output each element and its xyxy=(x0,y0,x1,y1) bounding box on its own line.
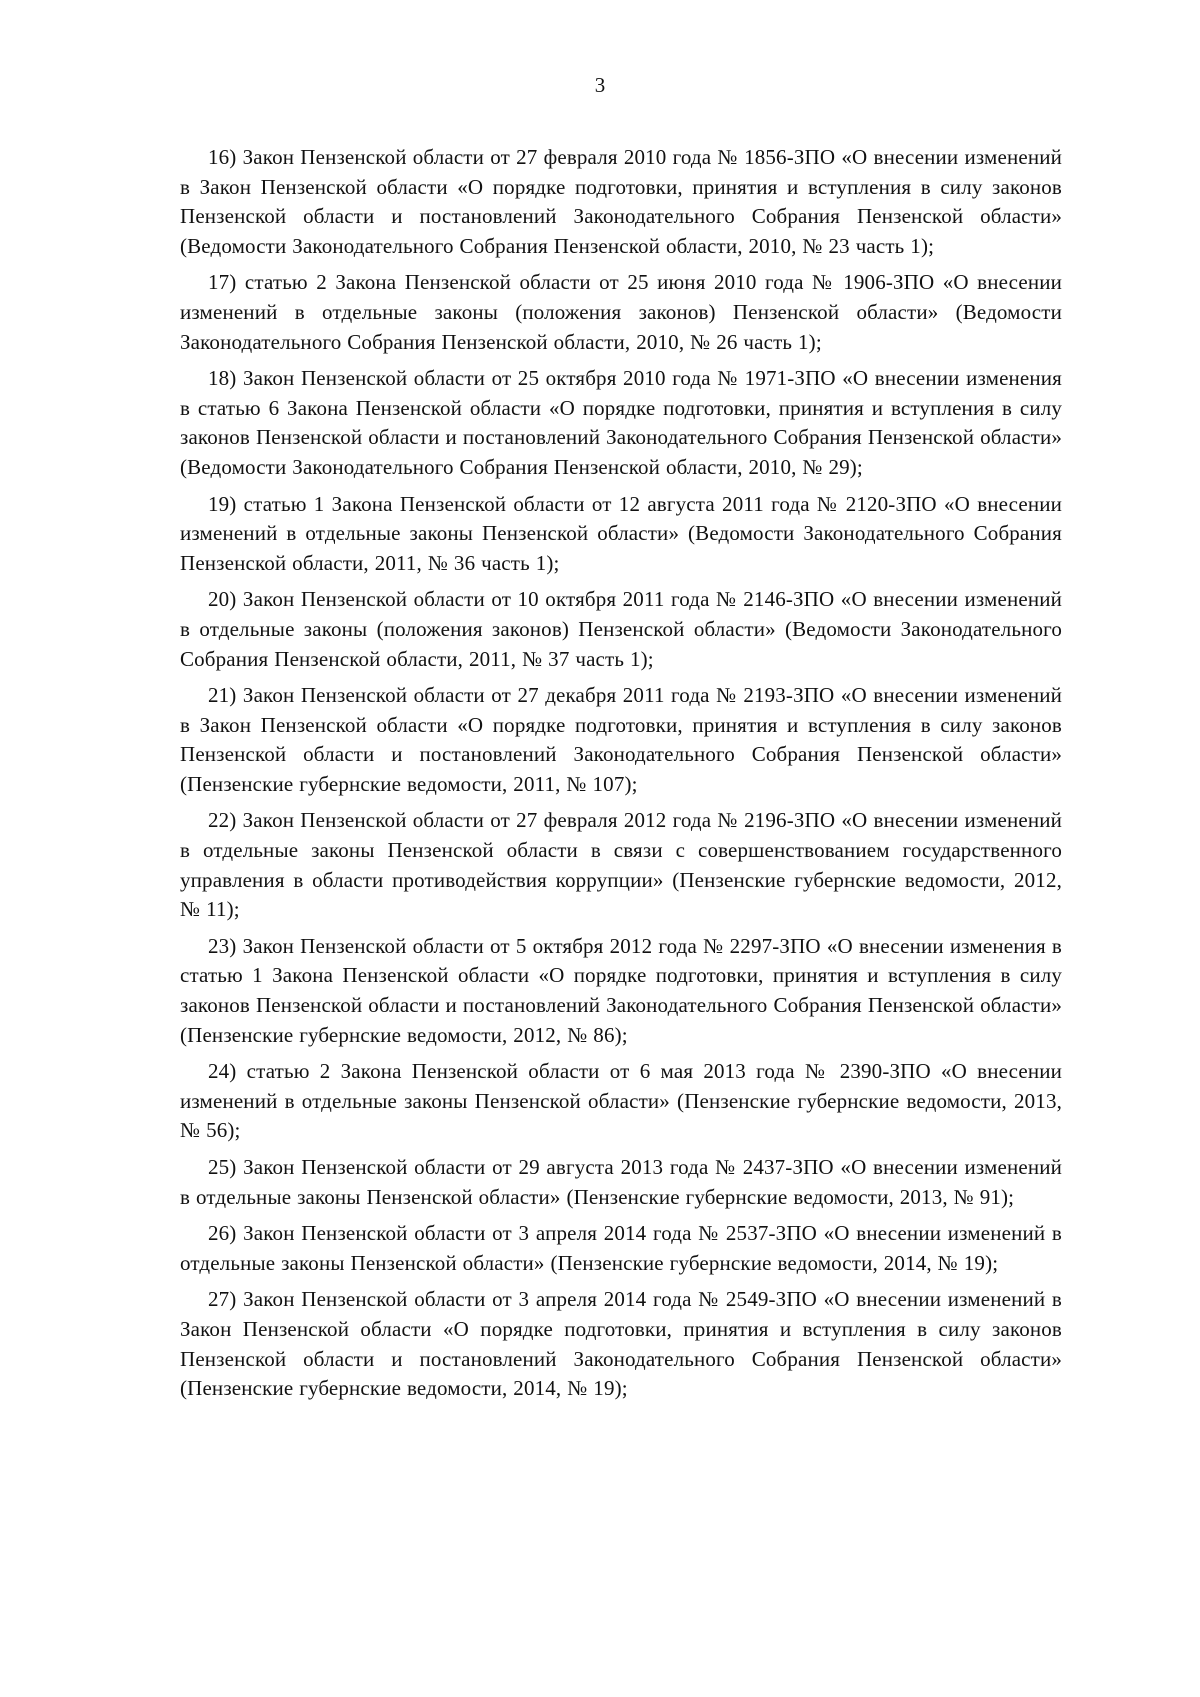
page-number: 3 xyxy=(594,73,606,97)
list-item: 26) Закон Пензенской области от 3 апреля 2014 года № 2537-ЗПО «О внесении изменений в отдельные законы Пензенской области» (Пензенские губернские ведомости, 2014, № 19); xyxy=(180,1221,1062,1275)
list-item: 22) Закон Пензенской области от 27 февраля 2012 года № 2196-ЗПО «О внесении изменений в отдельные законы Пензенской области в связи с совершенствованием государственного управления в области противодействия коррупции» (Пензенские губернские ведомости, 2012, № 11); xyxy=(180,808,1062,922)
list-item: 16) Закон Пензенской области от 27 февраля 2010 года № 1856-ЗПО «О внесении изменений в Закон Пензенской области «О порядке подготовки, принятия и вступления в силу законов Пензенской области и постановлений Законодательного Собрания Пензенской области» (Ведомости Законодательного Собрания Пензенской области, 2010, № 23 часть 1); xyxy=(180,145,1062,258)
list-item: 20) Закон Пензенской области от 10 октября 2011 года № 2146-ЗПО «О внесении изменений в отдельные законы (положения законов) Пензенской области» (Ведомости Законодательного Собрания Пензенской области, 2011, № 37 часть 1); xyxy=(180,587,1062,671)
list-item: 21) Закон Пензенской области от 27 декабря 2011 года № 2193-ЗПО «О внесении изменений в Закон Пензенской области «О порядке подготовки, принятия и вступления в силу законов Пензенской области и постановлений Законодательного Собрания Пензенской области» (Пензенские губернские ведомости, 2011, № 107); xyxy=(180,683,1062,796)
list-item: 19) статью 1 Закона Пензенской области от 12 августа 2011 года № 2120-ЗПО «О внесении изменений в отдельные законы Пензенской области» (Ведомости Законодательного Собрания Пензенской области, 2011, № 36 часть 1); xyxy=(180,491,1062,575)
list-item: 17) статью 2 Закона Пензенской области от 25 июня 2010 года № 1906-ЗПО «О внесении изменений в отдельные законы (положения законов) Пензенской области» (Ведомости Законодательного Собрания Пензенской области, 2010, № 26 часть 1); xyxy=(180,270,1062,354)
law-list xyxy=(180,143,1062,1411)
list-item: 18) Закон Пензенской области от 25 октября 2010 года № 1971-ЗПО «О внесении изменения в статью 6 Закона Пензенской области «О порядке подготовки, принятия и вступления в силу законов Пензенской области и постановлений Законодательного Собрания Пензенской области» (Ведомости Законодательного Собрания Пензенской области, 2010, № 29); xyxy=(180,366,1062,479)
list-item: 25) Закон Пензенской области от 29 августа 2013 года № 2437-ЗПО «О внесении изменений в отдельные законы Пензенской области» (Пензенские губернские ведомости, 2013, № 91); xyxy=(180,1155,1062,1209)
list-item: 23) Закон Пензенской области от 5 октября 2012 года № 2297-ЗПО «О внесении изменения в статью 1 Закона Пензенской области «О порядке подготовки, принятия и вступления в силу законов Пензенской области и постановлений Законодательного Собрания Пензенской области» (Пензенские губернские ведомости, 2012, № 86); xyxy=(180,933,1062,1047)
list-item: 27) Закон Пензенской области от 3 апреля 2014 года № 2549-ЗПО «О внесении изменений в Закон Пензенской области «О порядке подготовки, принятия и вступления в силу законов Пензенской области и постановлений Законодательного Собрания Пензенской области» (Пензенские губернские ведомости, 2014, № 19); xyxy=(180,1287,1062,1401)
list-item: 24) статью 2 Закона Пензенской области от 6 мая 2013 года № 2390-ЗПО «О внесении изменений в отдельные законы Пензенской области» (Пензенские губернские ведомости, 2013, № 56); xyxy=(180,1059,1062,1143)
